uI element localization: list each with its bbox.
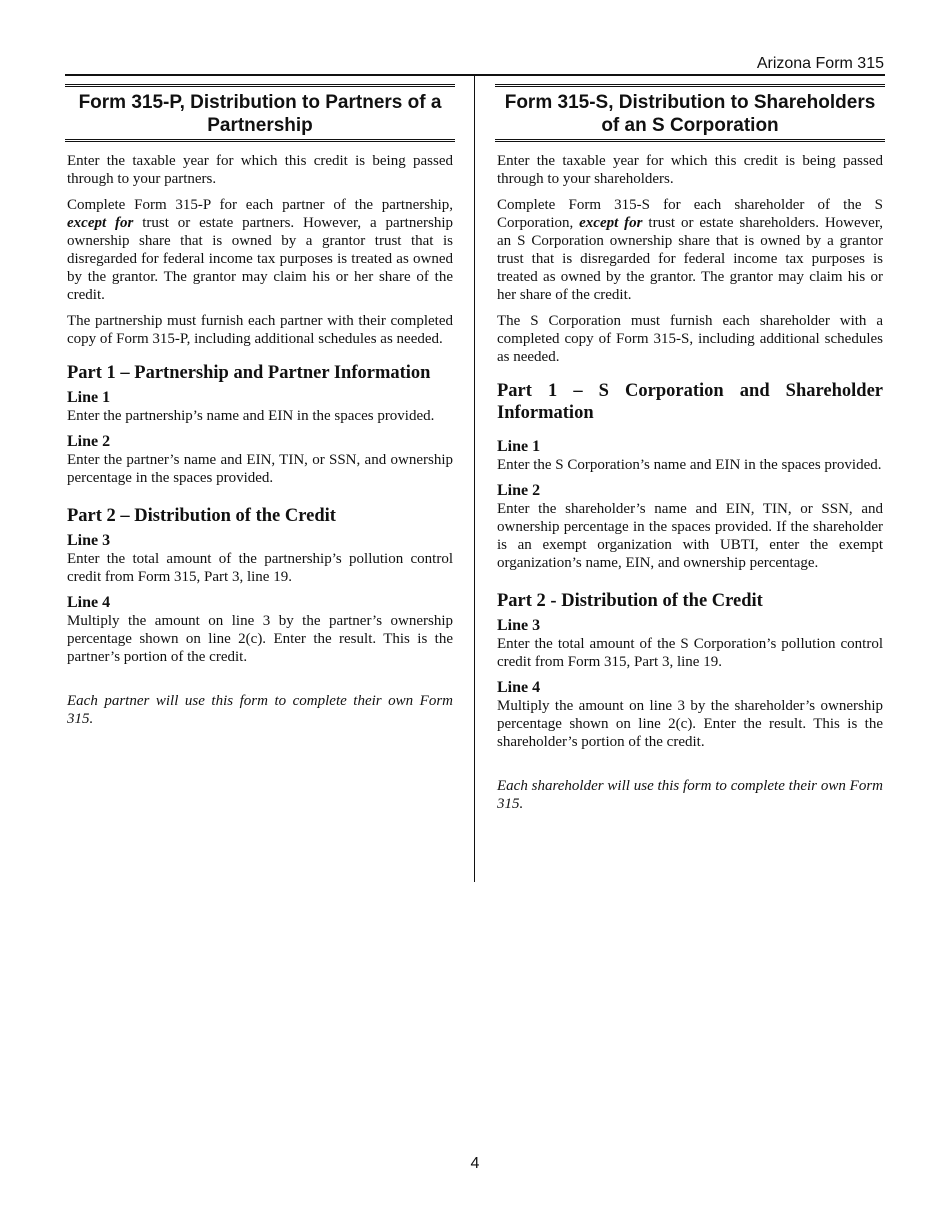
left-line3-text: Enter the total amount of the partnership’s pollution control credit from Form 315, Part 3, line 19. xyxy=(67,551,453,585)
right-line2-label: Line 2 xyxy=(497,482,541,499)
right-line1-label: Line 1 xyxy=(497,438,541,455)
left-part2-heading: Part 2 – Distribution of the Credit xyxy=(67,506,336,526)
left-intro-2-emphasis: except for xyxy=(67,215,134,231)
right-intro-2-emphasis: except for xyxy=(579,215,643,231)
left-part1-heading: Part 1 – Partnership and Partner Information xyxy=(67,363,431,383)
right-line4-text: Multiply the amount on line 3 by the shareholder’s ownership percentage shown on line 2(c). Enter the result. This is the shareholder’s portion of the credit. xyxy=(497,698,883,750)
left-line1-text: Enter the partnership’s name and EIN in the spaces provided. xyxy=(67,408,435,424)
right-note: Each shareholder will use this form to complete their own Form 315. xyxy=(497,778,883,812)
right-intro-2 xyxy=(497,196,883,304)
left-line2-label: Line 2 xyxy=(67,433,111,450)
left-note: Each partner will use this form to complete their own Form 315. xyxy=(67,693,453,727)
right-part1-heading: Part 1 – S Corporation and Shareholder Information xyxy=(497,381,883,423)
right-line1-text: Enter the S Corporation’s name and EIN in the spaces provided. xyxy=(497,457,882,473)
left-line3-label: Line 3 xyxy=(67,532,111,549)
left-title: Form 315-P, Distribution to Partners of a Partnership xyxy=(65,84,455,142)
left-intro-1: Enter the taxable year for which this credit is being passed through to your partners. xyxy=(67,153,453,187)
right-line3-label: Line 3 xyxy=(497,617,541,634)
right-line4-label: Line 4 xyxy=(497,679,541,696)
right-title: Form 315-S, Distribution to Shareholders of an S Corporation xyxy=(495,84,885,142)
right-intro-2-b: trust or estate shareholders. However, an S Corporation ownership share that is owned by a grantor trust that is disregarded for federal income tax purposes is treated as owned by the grantor. The grantor may claim his or her share of the credit. xyxy=(497,215,883,303)
right-line3-text: Enter the total amount of the S Corporation’s pollution control credit from Form 315, Part 3, line 19. xyxy=(497,636,883,670)
left-intro-2-a: Complete Form 315-P for each partner of the partnership, xyxy=(67,197,453,213)
left-line4-text: Multiply the amount on line 3 by the partner’s ownership percentage shown on line 2(c). Enter the result. This is the partner’s portion of the credit. xyxy=(67,613,453,665)
right-intro-2-a: Complete Form 315-S for each shareholder of the S Corporation, xyxy=(497,197,883,231)
left-column xyxy=(67,84,453,736)
right-column xyxy=(497,84,883,821)
page-number: 4 xyxy=(470,1155,480,1172)
left-line4-label: Line 4 xyxy=(67,594,111,611)
left-line2-text: Enter the partner’s name and EIN, TIN, or SSN, and ownership percentage in the spaces provided. xyxy=(67,452,453,486)
left-intro-3: The partnership must furnish each partner with their completed copy of Form 315-P, including additional schedules as needed. xyxy=(67,313,453,347)
top-rule xyxy=(65,74,885,76)
right-line2-text: Enter the shareholder’s name and EIN, TIN, or SSN, and ownership percentage in the spaces provided. If the shareholder is an exempt organization with UBTI, enter the exempt organization’s name, EIN, and ownership percentage. xyxy=(497,501,883,571)
left-intro-2 xyxy=(67,196,453,304)
left-intro-2-b: trust or estate partners. However, a partnership ownership share that is owned by a grantor trust that is disregarded for federal income tax purposes is treated as owned by the grantor. The grantor may claim his or her share of the credit. xyxy=(67,215,453,303)
right-part2-heading: Part 2 - Distribution of the Credit xyxy=(497,591,763,611)
form-name-header: Arizona Form 315 xyxy=(756,55,884,72)
right-intro-3: The S Corporation must furnish each shareholder with a completed copy of Form 315-S, including additional schedules as needed. xyxy=(497,313,883,365)
right-intro-1: Enter the taxable year for which this credit is being passed through to your shareholders. xyxy=(497,153,883,187)
left-line1-label: Line 1 xyxy=(67,389,111,406)
column-divider xyxy=(474,76,475,882)
